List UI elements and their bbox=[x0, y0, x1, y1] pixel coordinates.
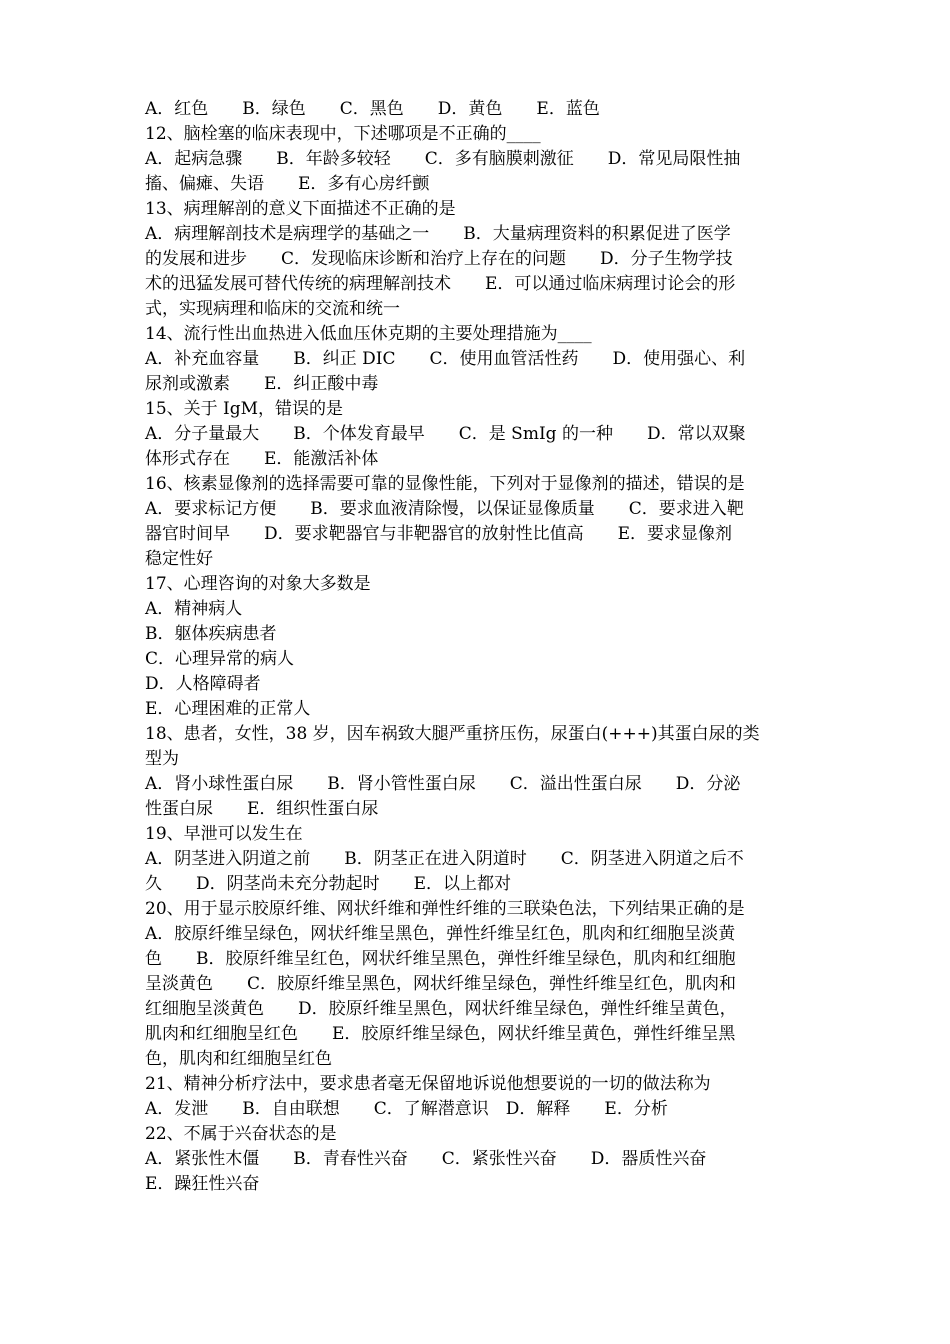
question-16-stem: 16、核素显像剂的选择需要可靠的显像性能，下列对于显像剂的描述，错误的是 bbox=[145, 474, 745, 494]
text-line: A．病理解剖技术是病理学的基础之一 B．大量病理资料的积累促进了医学 bbox=[145, 224, 731, 244]
text-line: A．补充血容量 B．纠正 DIC C．使用血管活性药 D．使用强心、利 bbox=[145, 349, 746, 369]
text-line: 型为 bbox=[145, 749, 179, 769]
option-line: B．躯体疾病患者 bbox=[145, 624, 277, 644]
text-line: A．要求标记方便 B．要求血液清除慢，以保证显像质量 C．要求进入靶 bbox=[145, 499, 744, 519]
text-line: A．红色 B．绿色 C．黑色 D．黄色 E．蓝色 bbox=[145, 99, 600, 119]
text-line: 红细胞呈淡黄色 D．胶原纤维呈黑色，网状纤维呈绿色，弹性纤维呈黄色， bbox=[145, 999, 737, 1019]
question-12-stem: 12、脑栓塞的临床表现中，下述哪项是不正确的____ bbox=[145, 124, 541, 144]
text-line: 久 D．阴茎尚未充分勃起时 E．以上都对 bbox=[145, 874, 512, 894]
text-line: 尿剂或激素 E．纠正酸中毒 bbox=[145, 374, 379, 394]
text-line: 式，实现病理和临床的交流和统一 bbox=[145, 299, 400, 319]
text-line: A．胶原纤维呈绿色，网状纤维呈黑色，弹性纤维呈红色，肌肉和红细胞呈淡黄 bbox=[145, 924, 736, 944]
text-line: 器官时间早 D．要求靶器官与非靶器官的放射性比值高 E．要求显像剂 bbox=[145, 524, 733, 544]
text-line: A．起病急骤 B．年龄多较轻 C．多有脑膜刺激征 D．常见局限性抽 bbox=[145, 149, 741, 169]
question-18-stem: 18、患者，女性，38 岁，因车祸致大腿严重挤压伤，尿蛋白(+++)其蛋白尿的类 bbox=[145, 724, 760, 744]
text-line: A．分子量最大 B．个体发育最早 C．是 SmIg 的一种 D．常以双聚 bbox=[145, 424, 746, 444]
question-17-stem: 17、心理咨询的对象大多数是 bbox=[145, 574, 371, 594]
text-line: 色 B．胶原纤维呈红色，网状纤维呈黑色，弹性纤维呈绿色，肌肉和红细胞 bbox=[145, 949, 736, 969]
text-line: 体形式存在 E．能激活补体 bbox=[145, 449, 379, 469]
text-line: A．紧张性木僵 B．青春性兴奋 C．紧张性兴奋 D．器质性兴奋 bbox=[145, 1149, 707, 1169]
question-19-stem: 19、早泄可以发生在 bbox=[145, 824, 303, 844]
text-line: A．肾小球性蛋白尿 B．肾小管性蛋白尿 C．溢出性蛋白尿 D．分泌 bbox=[145, 774, 741, 794]
text-line: 肌肉和红细胞呈红色 E．胶原纤维呈绿色，网状纤维呈黄色，弹性纤维呈黑 bbox=[145, 1024, 736, 1044]
text-line: 呈淡黄色 C．胶原纤维呈黑色，网状纤维呈绿色，弹性纤维呈红色，肌肉和 bbox=[145, 974, 737, 994]
document-page bbox=[145, 97, 810, 1197]
option-line: A．精神病人 bbox=[145, 599, 243, 619]
text-line: A．阴茎进入阴道之前 B．阴茎正在进入阴道时 C．阴茎进入阴道之后不 bbox=[145, 849, 744, 869]
text-line: A．发泄 B．自由联想 C．了解潜意识 D．解释 E．分析 bbox=[145, 1099, 668, 1119]
text-line: 性蛋白尿 E．组织性蛋白尿 bbox=[145, 799, 379, 819]
question-21-stem: 21、精神分析疗法中，要求患者毫无保留地诉说他想要说的一切的做法称为 bbox=[145, 1074, 711, 1094]
question-13-stem: 13、病理解剖的意义下面描述不正确的是 bbox=[145, 199, 456, 219]
text-line: 稳定性好 bbox=[145, 549, 213, 569]
question-22-stem: 22、不属于兴奋状态的是 bbox=[145, 1124, 337, 1144]
text-line: 色，肌肉和红细胞呈红色 bbox=[145, 1049, 332, 1069]
text-line: 搐、偏瘫、失语 E．多有心房纤颤 bbox=[145, 174, 430, 194]
option-line: D．人格障碍者 bbox=[145, 674, 261, 694]
question-14-stem: 14、流行性出血热进入低血压休克期的主要处理措施为____ bbox=[145, 324, 592, 344]
option-line: C．心理异常的病人 bbox=[145, 649, 295, 669]
option-line: E．心理困难的正常人 bbox=[145, 699, 311, 719]
question-20-stem: 20、用于显示胶原纤维、网状纤维和弹性纤维的三联染色法，下列结果正确的是 bbox=[145, 899, 745, 919]
text-line: E．躁狂性兴奋 bbox=[145, 1174, 260, 1194]
text-line: 的发展和进步 C．发现临床诊断和治疗上存在的问题 D．分子生物学技 bbox=[145, 249, 733, 269]
question-15-stem: 15、关于 IgM，错误的是 bbox=[145, 399, 344, 419]
text-line: 术的迅猛发展可替代传统的病理解剖技术 E．可以通过临床病理讨论会的形 bbox=[145, 274, 736, 294]
